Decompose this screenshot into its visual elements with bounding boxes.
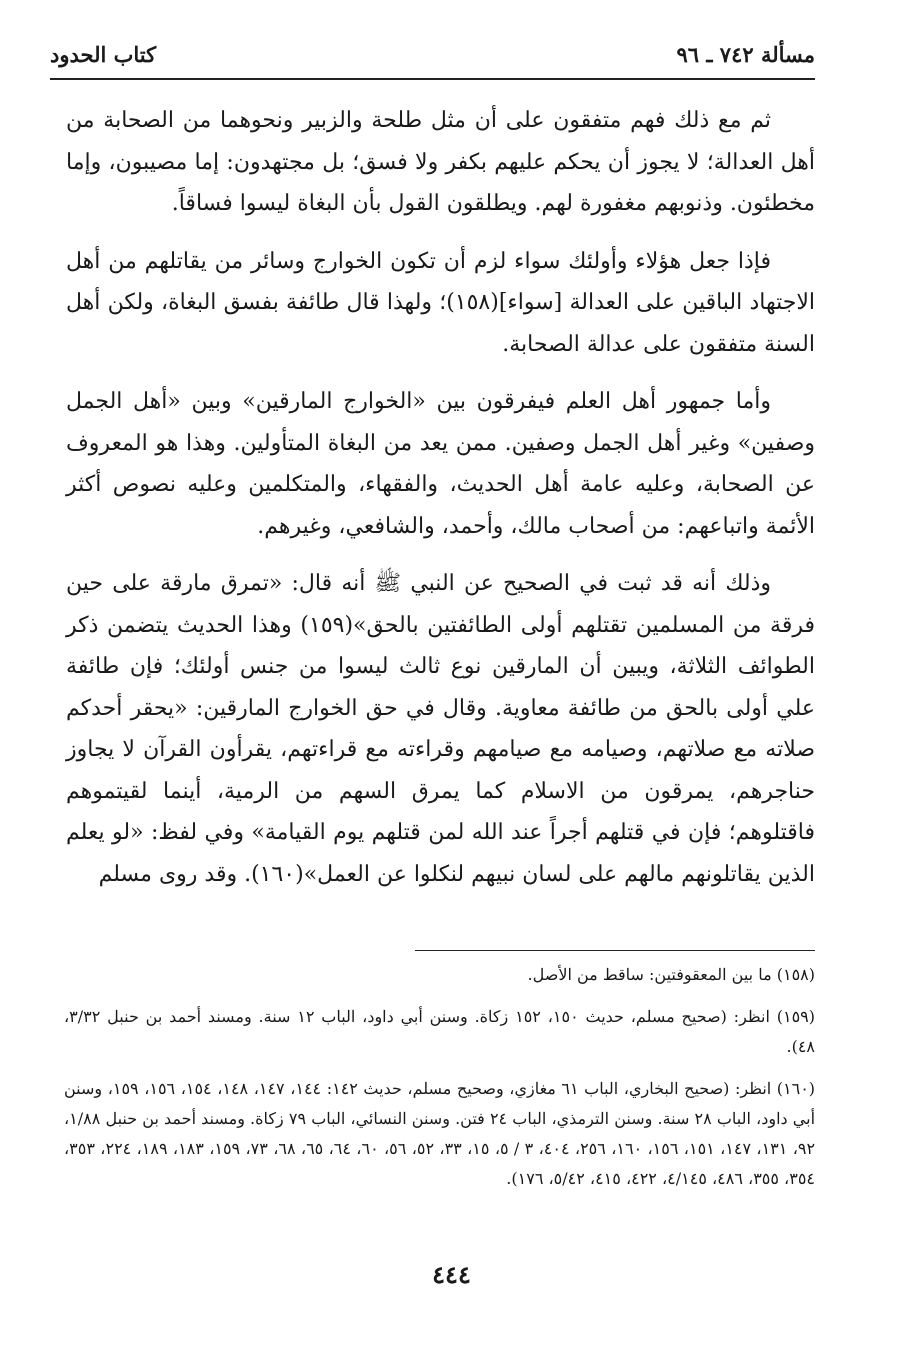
- footnote: (١٦٠) انظر: (صحيح البخاري، الباب ٦١ مغازي، وصحيح مسلم، حديث ١٤٢: ١٤٤، ١٤٧، ١٤٨، ١٥٤، ١٥٦، ١٥٩، وسنن أبي داود، الباب ٢٨ سنة. وسنن الترمذي، الباب ٢٤ فتن. وسنن النسائي، الباب ٧٩ زكاة. ومسند أحمد بن حنبل ١/٨٨، ٩٢، ١٣١، ١٤٧، ١٥١، ١٥٦، ١٦٠، ٢٥٦، ٤٠٤، ٣ / ٥، ١٥، ٣٣، ٥٢، ٥٦، ٦٠، ٦٤، ٦٥، ٦٨، ٧٣، ١٥٩، ١٨٣، ١٨٩، ٢٢٤، ٣٥٣، ٣٥٤، ٣٥٥، ٤٨٦، ٤/١٤٥، ٤٢٢، ٤١٥، ٥/٤٢، ١٧٦).: [64, 1079, 816, 1188]
- footnotes: [64, 960, 815, 1206]
- running-header: [50, 34, 815, 74]
- issue-number: مسألة ٧٤٢ ـ ٩٦: [676, 41, 815, 67]
- paragraph: فإذا جعل هؤلاء وأولئك سواء لزم أن تكون الخوارج وسائر من يقاتلهم من أهل الاجتهاد الباقين على العدالة [سواء](١٥٨)؛ ولهذا قال طائفة بفسق البغاة، ولكن أهل السنة متفقون على عدالة الصحابة.: [66, 248, 815, 357]
- paragraph: وذلك أنه قد ثبت في الصحيح عن النبي ﷺ أنه قال: «تمرق مارقة على حين فرقة من المسلمين تقتلهم أولى الطائفتين بالحق»(١٥٩) وهذا الحديث يتضمن ذكر الطوائف الثلاثة، ويبين أن المارقين نوع ثالث ليسوا من جنس أولئك؛ فإن طائفة علي أولى بالحق من طائفة معاوية. وقال في حق الخوارج المارقين: «يحقر أحدكم صلاته مع صلاتهم، وصيامه مع صيامهم وقراءته مع قراءتهم، يقرأون القرآن لا يجاوز حناجرهم، يمرقون من الاسلام كما يمرق السهم من الرمية، أينما لقيتموهم فاقتلوهم؛ فإن في قتلهم أجراً عند الله لمن قتلهم يوم القيامة» وفي لفظ: «لو يعلم الذين يقاتلونهم مالهم على لسان نبيهم لنكلوا عن العمل»(١٦٠). وقد روى مسلم: [66, 571, 816, 887]
- footnote: (١٥٩) انظر: (صحيح مسلم، حديث ١٥٠، ١٥٢ زكاة. وسنن أبي داود، الباب ١٢ سنة. ومسند أحمد بن حنبل ٣/٣٢، ٤٨).: [64, 1007, 816, 1056]
- paragraph: ثم مع ذلك فهم متفقون على أن مثل طلحة والزبير ونحوهما من الصحابة من أهل العدالة؛ لا يجوز أن يحكم عليهم بكفر ولا فسق؛ بل مجتهدون: إما مصيبون، وإما مخطئون. وذنوبهم مغفورة لهم. ويطلقون القول بأن البغاة ليسوا فساقاً.: [66, 108, 815, 216]
- header-rule: [50, 78, 815, 80]
- main-text: [66, 100, 815, 895]
- book-title: كتاب الحدود: [50, 41, 157, 67]
- page-number: ٤٤٤: [432, 1260, 471, 1289]
- footnote-separator: [415, 950, 815, 951]
- paragraph: وأما جمهور أهل العلم فيفرقون بين «الخوارج المارقين» وبين «أهل الجمل وصفين» وغير أهل الجمل وصفين. ممن يعد من البغاة المتأولين. وهذا هو المعروف عن الصحابة، وعليه عامة أهل الحديث، والفقهاء، والمتكلمين وعليه نصوص أكثر الأئمة واتباعهم: من أصحاب مالك، وأحمد، والشافعي، وغيرهم.: [66, 389, 815, 539]
- footnote: (١٥٨) ما بين المعقوفتين: ساقط من الأصل.: [527, 965, 815, 984]
